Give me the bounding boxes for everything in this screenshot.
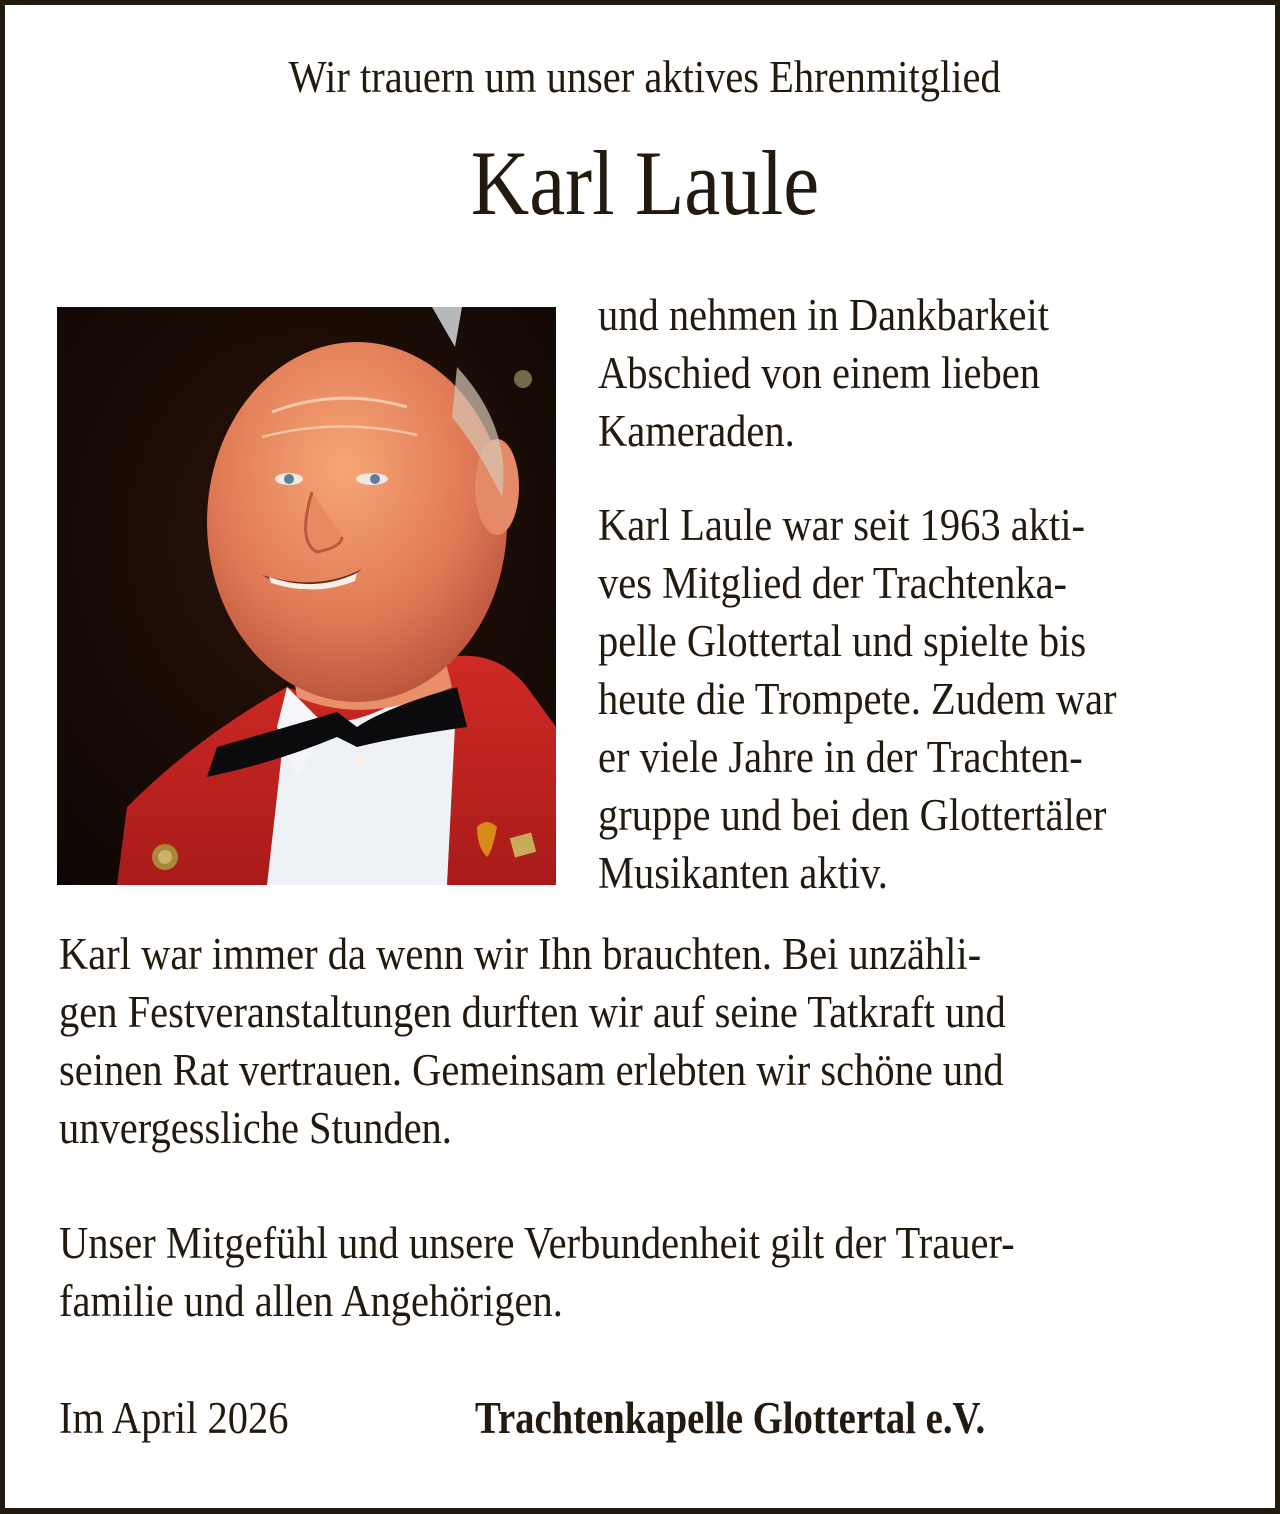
notice-date-text: Im April 2026 xyxy=(59,1393,289,1443)
text-line: Unser Mitgefühl und unsere Verbundenheit gilt der Trauer- xyxy=(59,1218,1015,1268)
memories-paragraph xyxy=(59,925,1259,1157)
text-line: Musikanten aktiv. xyxy=(598,848,888,898)
text-line: Karl war immer da wenn wir Ihn brauchten. Bei unzähli- xyxy=(59,929,982,979)
portrait-photo xyxy=(57,307,556,885)
text-line: unvergessliche Stunden. xyxy=(59,1103,452,1153)
text-line: gen Festveranstaltungen durften wir auf seine Tatkraft und xyxy=(59,987,1006,1037)
intro-heading xyxy=(5,49,1280,105)
portrait-illustration xyxy=(57,307,556,885)
deceased-name xyxy=(5,131,1280,235)
notice-footer xyxy=(59,1389,1239,1449)
notice-date xyxy=(59,1389,314,1447)
text-line: gruppe und bei den Glottertäler xyxy=(598,790,1107,840)
text-line: heute die Trompete. Zudem war xyxy=(598,674,1117,724)
text-line: Karl Laule war seit 1963 akti- xyxy=(598,500,1085,550)
deceased-name-text: Karl Laule xyxy=(470,132,820,234)
intro-text: Wir trauern um unser aktives Ehrenmitglied xyxy=(288,51,1002,102)
condolence-paragraph xyxy=(59,1214,1259,1330)
biography-paragraph xyxy=(598,496,1258,902)
text-line: pelle Glottertal und spielte bis xyxy=(598,616,1087,666)
text-line: familie und allen Angehörigen. xyxy=(59,1276,563,1326)
text-line: und nehmen in Dankbarkeit xyxy=(598,290,1049,340)
text-line: ves Mitglied der Trachtenka- xyxy=(598,558,1068,608)
signing-organization-text: Trachtenkapelle Glottertal e.V. xyxy=(475,1393,986,1443)
text-line: Kameraden. xyxy=(598,406,795,456)
signing-organization xyxy=(475,1389,1068,1447)
text-line: Abschied von einem lieben xyxy=(598,348,1041,398)
text-line: seinen Rat vertrauen. Gemeinsam erlebten wir schöne und xyxy=(59,1045,1004,1095)
text-line: er viele Jahre in der Trachten- xyxy=(598,732,1083,782)
gratitude-paragraph xyxy=(598,286,1258,460)
